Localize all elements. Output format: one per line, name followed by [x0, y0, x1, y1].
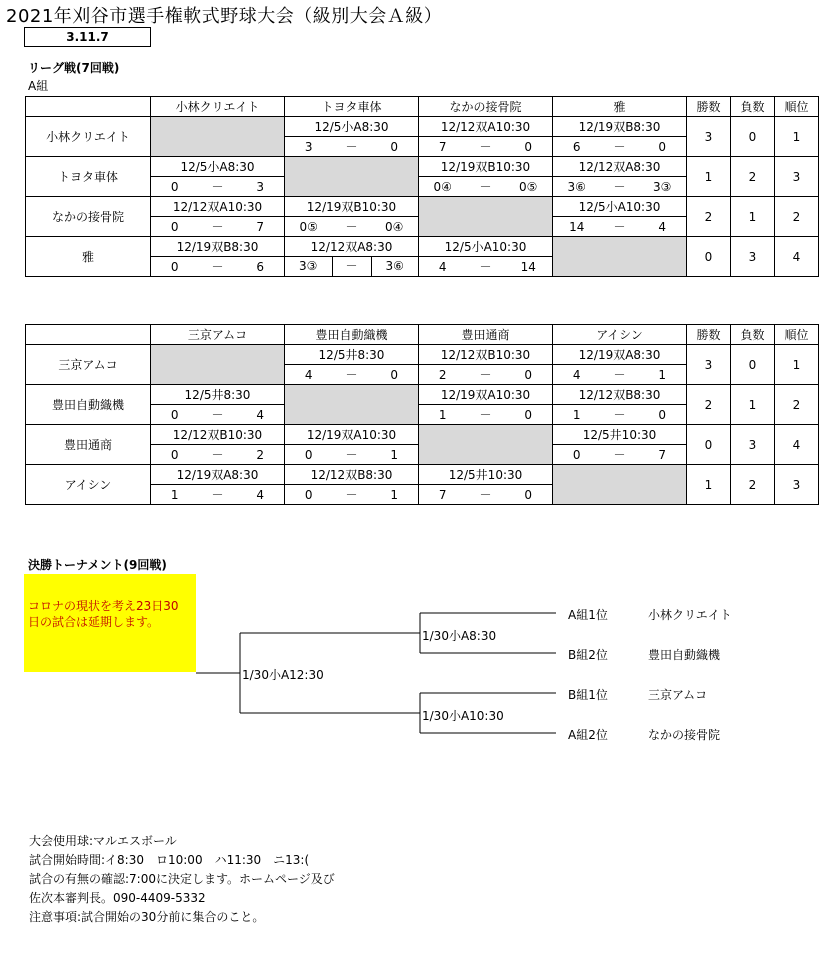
- match-schedule: 12/12双A8:30: [553, 157, 687, 177]
- losses-cell: 1: [731, 385, 775, 425]
- rank-cell: 2: [775, 197, 819, 237]
- match-schedule: 12/19双A8:30: [553, 345, 687, 365]
- stat-header: 負数: [731, 97, 775, 117]
- score-home: 2: [438, 367, 447, 382]
- match-schedule: 12/5小A10:30: [553, 197, 687, 217]
- stat-header: 負数: [731, 325, 775, 345]
- final-match-schedule: 1/30小A12:30: [242, 668, 324, 682]
- rank-cell: 3: [775, 465, 819, 505]
- footer-notes: 注意事項:試合開始の30分前に集合のこと。: [29, 910, 265, 924]
- score-separator: －: [211, 448, 224, 462]
- score-home: 3⑥: [567, 179, 586, 194]
- score-home: 14: [569, 219, 585, 234]
- score-away: 0: [524, 487, 533, 502]
- score-away: 4: [256, 407, 265, 422]
- score-separator: －: [613, 140, 626, 154]
- score-separator: －: [613, 180, 626, 194]
- score-home: 0: [572, 447, 581, 462]
- score-home: 0: [170, 407, 179, 422]
- wins-cell: 2: [687, 385, 731, 425]
- score-separator: －: [211, 180, 224, 194]
- score-home: 0⑤: [299, 219, 318, 234]
- team-name: なかの接骨院: [26, 197, 151, 237]
- score-away: 0: [524, 407, 533, 422]
- score-away: 0: [658, 407, 667, 422]
- page-title: 2021年刈谷市選手権軟式野球大会（級別大会Ａ級）: [6, 6, 443, 27]
- score-away: 0④: [385, 219, 404, 234]
- score-away: 7: [256, 219, 265, 234]
- footer-start-times: 試合開始時間:イ8:30 ロ10:00 ハ11:30 ニ13:(: [29, 853, 310, 867]
- score-home: 4: [572, 367, 581, 382]
- match-schedule: 12/5井10:30: [419, 465, 553, 485]
- losses-cell: 3: [731, 425, 775, 465]
- match-schedule: 12/19双B10:30: [285, 197, 419, 217]
- bracket-team: 豊田自動織機: [648, 648, 721, 662]
- team-name: 豊田自動織機: [26, 385, 151, 425]
- score-separator: －: [479, 368, 492, 382]
- match-schedule: 12/19双B8:30: [151, 237, 285, 257]
- team-name: アイシン: [26, 465, 151, 505]
- score-home: 0: [170, 219, 179, 234]
- score-separator: －: [211, 488, 224, 502]
- score-away: 3③: [653, 179, 672, 194]
- score-away: 6: [256, 259, 265, 274]
- wins-cell: 2: [687, 197, 731, 237]
- match-schedule: 12/5井8:30: [285, 345, 419, 365]
- score-home: 0: [170, 447, 179, 462]
- losses-cell: 0: [731, 117, 775, 157]
- column-header: 豊田通商: [419, 325, 553, 345]
- score-home: 7: [438, 487, 447, 502]
- score-separator: －: [345, 140, 358, 154]
- match-schedule: 12/12双A8:30: [285, 237, 419, 257]
- match-schedule: 12/5井8:30: [151, 385, 285, 405]
- losses-cell: 1: [731, 197, 775, 237]
- score-away: 14: [520, 259, 536, 274]
- semifinal-1-schedule: 1/30小A8:30: [422, 629, 497, 643]
- score-separator: －: [613, 448, 626, 462]
- match-schedule: 12/19双A10:30: [285, 425, 419, 445]
- rank-cell: 4: [775, 425, 819, 465]
- stat-header: 勝数: [687, 325, 731, 345]
- date-box: 3.11.7: [24, 27, 151, 47]
- rank-cell: 2: [775, 385, 819, 425]
- match-schedule: 12/12双B8:30: [553, 385, 687, 405]
- team-name: トヨタ車体: [26, 157, 151, 197]
- score-away: 3⑥: [385, 259, 404, 273]
- semifinal-2-schedule: 1/30小A10:30: [422, 709, 504, 723]
- score-away: 2: [256, 447, 265, 462]
- team-name: 雅: [26, 237, 151, 277]
- column-header: 三京アムコ: [151, 325, 285, 345]
- score-separator: －: [211, 408, 224, 422]
- match-schedule: 12/12双B8:30: [285, 465, 419, 485]
- score-home: 7: [438, 139, 447, 154]
- wins-cell: 1: [687, 157, 731, 197]
- score-away: 0⑤: [519, 179, 538, 194]
- score-separator: －: [479, 408, 492, 422]
- match-schedule: 12/5小A8:30: [151, 157, 285, 177]
- footer-umpire-contact: 佐次本審判長。090-4409-5332: [29, 891, 206, 905]
- score-home: 1: [438, 407, 447, 422]
- wins-cell: 3: [687, 345, 731, 385]
- score-separator: －: [479, 180, 492, 194]
- match-schedule: 12/12双B10:30: [151, 425, 285, 445]
- score-away: 4: [256, 487, 265, 502]
- match-schedule: 12/19双A10:30: [419, 385, 553, 405]
- stat-header: 順位: [775, 325, 819, 345]
- score-separator: －: [613, 408, 626, 422]
- score-away: 3: [256, 179, 265, 194]
- bracket-seed: A組2位: [568, 728, 608, 742]
- bracket-seed: B組1位: [568, 688, 608, 702]
- column-header: 豊田自動織機: [285, 325, 419, 345]
- losses-cell: 2: [731, 157, 775, 197]
- match-schedule: 12/5井10:30: [553, 425, 687, 445]
- stat-header: 順位: [775, 97, 819, 117]
- footer-confirmation: 試合の有無の確認:7:00に決定します。ホームページ及び: [29, 872, 335, 886]
- match-schedule: 12/5小A10:30: [419, 237, 553, 257]
- score-home: 3: [304, 139, 313, 154]
- bracket-team: 小林クリエイト: [648, 608, 732, 622]
- column-header: 小林クリエイト: [151, 97, 285, 117]
- score-separator: －: [613, 368, 626, 382]
- team-name: 三京アムコ: [26, 345, 151, 385]
- score-away: 4: [658, 219, 667, 234]
- bracket-seed: A組1位: [568, 608, 608, 622]
- score-away: 1: [390, 487, 399, 502]
- wins-cell: 0: [687, 425, 731, 465]
- team-name: 豊田通商: [26, 425, 151, 465]
- score-home: 0: [304, 487, 313, 502]
- score-away: 1: [658, 367, 667, 382]
- score-separator: －: [211, 220, 224, 234]
- league-heading: リーグ戦(7回戦): [28, 61, 120, 75]
- score-away: 0: [524, 139, 533, 154]
- score-separator: －: [345, 448, 358, 462]
- score-separator: －: [613, 220, 626, 234]
- bracket-seed: B組2位: [568, 648, 608, 662]
- score-home: 0: [304, 447, 313, 462]
- rank-cell: 3: [775, 157, 819, 197]
- stat-header: 勝数: [687, 97, 731, 117]
- score-away: 0: [390, 139, 399, 154]
- match-schedule: 12/12双A10:30: [419, 117, 553, 137]
- score-away: 0: [524, 367, 533, 382]
- score-separator: －: [345, 488, 358, 502]
- bracket-team: 三京アムコ: [648, 688, 708, 702]
- column-header: トヨタ車体: [285, 97, 419, 117]
- score-separator: －: [332, 257, 372, 276]
- score-separator: －: [479, 488, 492, 502]
- column-header: アイシン: [553, 325, 687, 345]
- score-separator: －: [479, 260, 492, 274]
- score-separator: －: [345, 368, 358, 382]
- match-schedule: 12/19双B10:30: [419, 157, 553, 177]
- score-separator: －: [479, 140, 492, 154]
- losses-cell: 3: [731, 237, 775, 277]
- wins-cell: 3: [687, 117, 731, 157]
- rank-cell: 4: [775, 237, 819, 277]
- rank-cell: 1: [775, 345, 819, 385]
- wins-cell: 0: [687, 237, 731, 277]
- score-home: 6: [572, 139, 581, 154]
- tournament-heading: 決勝トーナメント(9回戦): [28, 558, 167, 572]
- losses-cell: 0: [731, 345, 775, 385]
- score-separator: －: [211, 260, 224, 274]
- losses-cell: 2: [731, 465, 775, 505]
- score-home: 0: [170, 259, 179, 274]
- score-home: 4: [304, 367, 313, 382]
- score-away: 7: [658, 447, 667, 462]
- score-separator: －: [345, 220, 358, 234]
- score-away: 0: [390, 367, 399, 382]
- score-away: 1: [390, 447, 399, 462]
- footer-ball: 大会使用球:マルエスボール: [29, 834, 177, 848]
- wins-cell: 1: [687, 465, 731, 505]
- column-header: 雅: [553, 97, 687, 117]
- rank-cell: 1: [775, 117, 819, 157]
- group-a-label: A組: [28, 79, 49, 93]
- score-home: 0: [170, 179, 179, 194]
- team-name: 小林クリエイト: [26, 117, 151, 157]
- score-away: 0: [658, 139, 667, 154]
- score-home: 4: [438, 259, 447, 274]
- bracket-team: なかの接骨院: [648, 728, 721, 742]
- score-home: 1: [170, 487, 179, 502]
- match-schedule: 12/12双B10:30: [419, 345, 553, 365]
- match-schedule: 12/12双A10:30: [151, 197, 285, 217]
- score-home: 1: [572, 407, 581, 422]
- score-home: 0④: [433, 179, 452, 194]
- match-schedule: 12/19双B8:30: [553, 117, 687, 137]
- column-header: なかの接骨院: [419, 97, 553, 117]
- match-schedule: 12/19双A8:30: [151, 465, 285, 485]
- postponement-notice: コロナの現状を考え23日30日の試合は延期します。: [24, 574, 196, 672]
- match-schedule: 12/5小A8:30: [285, 117, 419, 137]
- score-home: 3③: [299, 259, 318, 273]
